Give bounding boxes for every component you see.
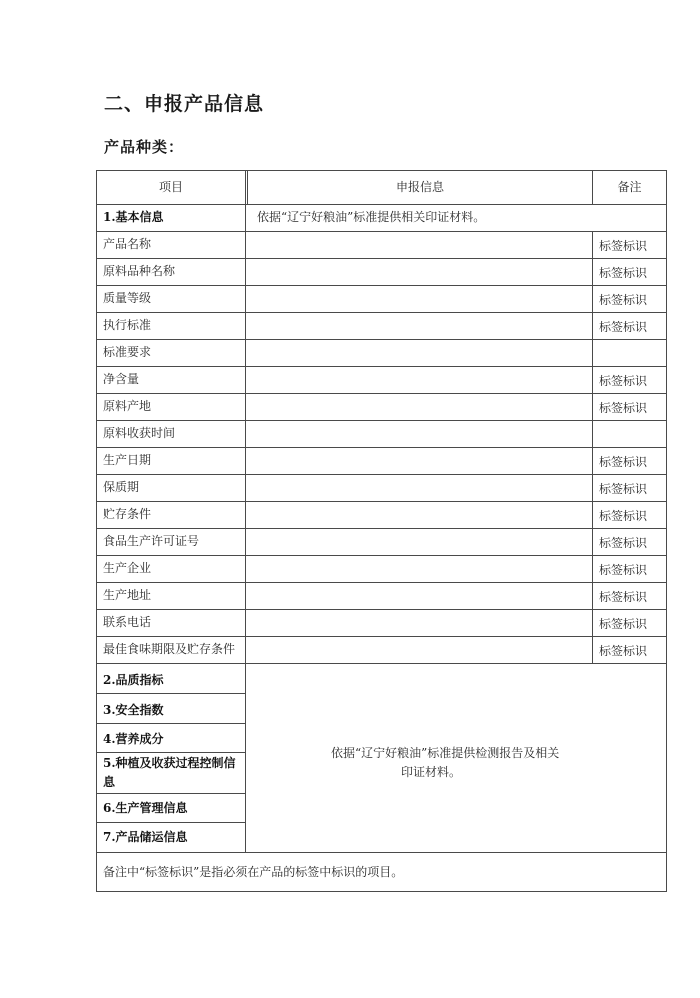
row-remark: 标签标识 (599, 509, 648, 523)
row-label: 食品生产许可证号 (103, 534, 200, 548)
row-remark: 标签标识 (599, 320, 648, 334)
row-remark: 标签标识 (599, 239, 648, 253)
row-label: 生产日期 (103, 453, 152, 467)
table-line (96, 420, 667, 421)
header-remark: 备注 (617, 180, 642, 194)
table-border-left (96, 170, 97, 892)
row-label: 生产地址 (103, 588, 152, 602)
header-item: 项目 (158, 180, 183, 194)
table-border-right (666, 170, 667, 892)
row-label: 联系电话 (103, 615, 152, 629)
table-line (96, 852, 667, 853)
table-line (96, 822, 245, 823)
row-remark: 标签标识 (599, 374, 648, 388)
row-remark: 标签标识 (599, 482, 648, 496)
table-footnote: 备注中“标签标识”是指必须在产品的标签中标识的项目。 (103, 865, 404, 879)
row-remark: 标签标识 (599, 293, 648, 307)
section-label: 2.品质指标 (103, 673, 164, 687)
row-label: 最佳食味期限及贮存条件 (103, 642, 236, 656)
section-label: 息 (103, 775, 116, 789)
table-line (96, 636, 667, 637)
category-label: 产品种类： (104, 138, 185, 156)
section-title: 二、申报产品信息 (104, 93, 265, 115)
table-border-bottom (96, 891, 667, 892)
row-label: 净含量 (103, 372, 140, 386)
table-line (96, 393, 667, 394)
table-line (96, 582, 667, 583)
table-line (96, 752, 245, 753)
table-line (96, 609, 667, 610)
table-line (96, 501, 667, 502)
table-line (96, 285, 667, 286)
row-label: 原料收获时间 (103, 426, 176, 440)
basic-info-text: 依据“辽宁好粮油”标准提供相关印证材料。 (257, 210, 486, 224)
table-line (245, 170, 246, 853)
section-label: 4.营养成分 (103, 732, 164, 746)
table-border-top (96, 170, 667, 171)
row-remark: 标签标识 (599, 266, 648, 280)
section-label: 5.种植及收获过程控制信 (103, 756, 236, 770)
row-remark: 标签标识 (599, 644, 648, 658)
table-line (96, 258, 667, 259)
row-remark: 标签标识 (599, 617, 648, 631)
row-remark: 标签标识 (599, 536, 648, 550)
table-line (592, 231, 593, 663)
table-line (96, 312, 667, 313)
sections-info-text: 依据“辽宁好粮油”标准提供检测报告及相关 (331, 746, 560, 760)
row-label: 生产企业 (103, 561, 152, 575)
section-label: 6.生产管理信息 (103, 801, 188, 815)
table-line (96, 555, 667, 556)
table-line (96, 339, 667, 340)
section-label: 7.产品储运信息 (103, 830, 188, 844)
section-label: 3.安全指数 (103, 703, 164, 717)
table-line (96, 447, 667, 448)
row-label: 保质期 (103, 480, 140, 494)
table-line (96, 793, 245, 794)
table-line (96, 231, 667, 232)
row-remark: 标签标识 (599, 455, 648, 469)
table-line (96, 693, 245, 694)
basic-info-label: 1.基本信息 (103, 210, 164, 224)
table-line (96, 723, 245, 724)
table-line (96, 366, 667, 367)
table-line (96, 204, 667, 205)
table-line (96, 528, 667, 529)
row-label: 执行标准 (103, 318, 152, 332)
row-remark: 标签标识 (599, 590, 648, 604)
table-line (96, 474, 667, 475)
row-label: 产品名称 (103, 237, 152, 251)
header-info: 申报信息 (395, 180, 444, 194)
row-label: 质量等级 (103, 291, 152, 305)
sections-info-text: 印证材料。 (401, 765, 462, 779)
row-label: 原料产地 (103, 399, 152, 413)
table-line (96, 663, 667, 664)
row-remark: 标签标识 (599, 563, 648, 577)
row-label: 原料品种名称 (103, 264, 176, 278)
row-label: 标准要求 (103, 345, 152, 359)
row-remark: 标签标识 (599, 401, 648, 415)
row-label: 贮存条件 (103, 507, 152, 521)
